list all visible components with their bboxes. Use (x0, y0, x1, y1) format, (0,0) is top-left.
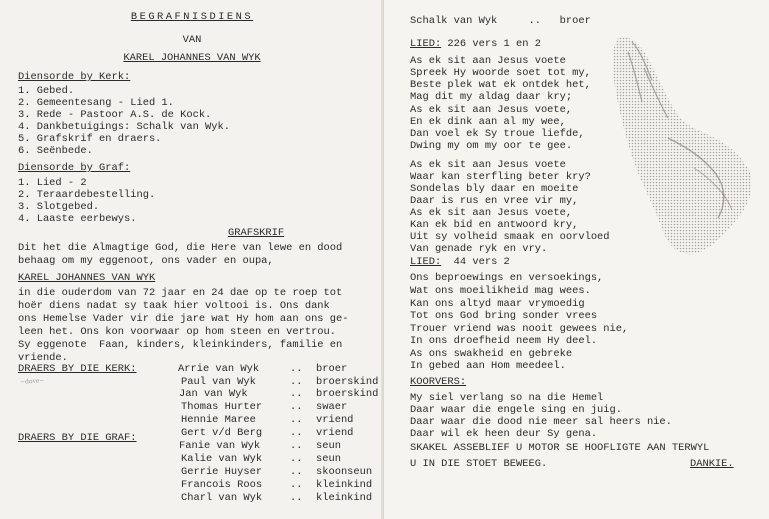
verse-line: As ek sit aan Jesus voete, (410, 207, 573, 219)
body-line: vriende. (18, 352, 68, 364)
church-item: 6. Seënbede. (18, 145, 93, 157)
bearer-dots: .. (290, 492, 303, 504)
verse-line: En ek dink aan al my wee, (410, 116, 566, 128)
verse-line: Tot ons God bring sonder vrees (410, 310, 598, 322)
grafskrif-line: behaag om my eggenoot, ons vader en oupa, (18, 255, 274, 267)
bearer-dots: .. (290, 453, 303, 465)
bearer-dots: .. (290, 466, 303, 478)
bearer-dots: .. (290, 440, 303, 452)
grave-bearers-heading: DRAERS BY DIE GRAF: (18, 432, 137, 444)
verse-line: As ek sit aan Jesus voete, (410, 104, 573, 116)
body-line: hoër diens nadat sy taak hier voltooi is. Ons dank (18, 300, 330, 312)
body-line: leen het. Ons kon voorwaar op hom steen en vertrou. (18, 326, 337, 338)
bearer-relation: broerskind (316, 388, 379, 400)
body-line: Sy eggenote Faan, kinders, kleinkinders, familie en (18, 339, 343, 351)
bearer-dots: .. (290, 376, 303, 388)
verse-line: Dan voel ek Sy troue liefde, (410, 128, 585, 140)
bearer-name: Kalie van Wyk (181, 453, 263, 465)
body-line: in die ouderdom van 72 jaar en 24 dae op te roep tot (18, 287, 343, 299)
bearer-name: Hennie Maree (181, 414, 256, 426)
verse-line: In ons droefheid neem Hy deel. (410, 335, 598, 347)
bearer-name: Gert v/d Berg (181, 427, 263, 439)
bearer-name: Gerrie Huyser (181, 466, 263, 478)
bearer-relation: vriend (316, 427, 354, 439)
van-label: VAN (182, 34, 202, 46)
speaker-line: Schalk van Wyk .. broer (410, 15, 591, 27)
praying-hands-icon (598, 28, 758, 256)
bearer-relation: skoonseun (316, 466, 373, 478)
verse-line: Daar is rus en vree vir my, (410, 195, 579, 207)
hymn1-ref: 226 vers 1 en 2 (441, 38, 541, 50)
church-item: 4. Dankbetuigings: Schalk van Wyk. (18, 121, 231, 133)
bearer-name: Francois Roos (181, 479, 263, 491)
chorus-line: My siel verlang so na die Hemel (410, 392, 604, 404)
headlights-notice-2: U IN DIE STOET BEWEEG. (410, 458, 548, 470)
verse-line: As ek sit aan Jesus voete (410, 55, 566, 67)
service-title: BEGRAFNISDIENS (130, 11, 254, 23)
grave-item: 3. Slotgebed. (18, 201, 100, 213)
bearer-relation: vriend (316, 414, 354, 426)
bearer-name: Arrie van Wyk (178, 363, 260, 375)
verse-line: Trouer vriend was nooit gewees nie, (410, 323, 629, 335)
grave-order-heading: Diensorde by Graf: (18, 162, 131, 174)
church-item: 2. Gemeentesang - Lied 1. (18, 97, 174, 109)
chorus-line: Daar wil ek heen deur Sy gena. (410, 428, 598, 440)
bearer-dots: .. (290, 401, 303, 413)
bearer-relation: seun (316, 453, 341, 465)
left-page (0, 0, 384, 519)
verse-line: Kan ons altyd maar vrymoedig (410, 298, 585, 310)
church-order-heading: Diensorde by Kerk: (18, 71, 131, 83)
bearer-relation: swaer (316, 401, 348, 413)
verse-line: Van genade ryk en vry. (410, 243, 548, 255)
hymn1-heading: LIED: (410, 38, 442, 50)
bearer-relation: broerskind (316, 376, 379, 388)
pencil-note: ~dove~ (19, 377, 45, 386)
bearer-relation: kleinkind (316, 479, 373, 491)
verse-line: Spreek Hy woorde soet tot my, (410, 67, 591, 79)
body-line: ons Hemelse Vader vir die jare wat Hy hom aan ons ge- (18, 313, 349, 325)
bearer-dots: .. (290, 363, 303, 375)
bearer-name: Fanie van Wyk (179, 440, 261, 452)
bearer-name: Charl van Wyk (181, 492, 263, 504)
headlights-notice: SKAKEL ASSEBLIEF U MOTOR SE HOOFLIGTE AAN TERWYL (410, 442, 710, 454)
chorus-line: Daar waar die dood nie meer sal heers nie. (410, 416, 672, 428)
verse-line: Beste plek wat ek ontdek het, (410, 79, 591, 91)
bearer-name: Jan van Wyk (179, 388, 248, 400)
hymn2-ref: 44 vers 2 (441, 256, 510, 268)
bearer-name: Thomas Hurter (181, 401, 263, 413)
verse-line: Waar kan sterfling beter kry? (410, 171, 591, 183)
bearer-dots: .. (290, 388, 303, 400)
church-bearers-heading: DRAERS BY DIE KERK: (18, 363, 137, 375)
verse-line: Mag dit my aldag daar kry; (410, 91, 573, 103)
verse-line: In gebed aan Hom meedeel. (410, 360, 566, 372)
bearer-relation: kleinkind (316, 492, 373, 504)
grafskrif-line: Dit het die Almagtige God, die Here van lewe en dood (18, 242, 343, 254)
verse-line: As ek sit aan Jesus voete (410, 159, 566, 171)
bearer-relation: seun (316, 440, 341, 452)
chorus-heading: KOORVERS: (410, 376, 467, 388)
grave-item: 4. Laaste eerbewys. (18, 213, 137, 225)
bearer-dots: .. (290, 414, 303, 426)
bearer-dots: .. (290, 427, 303, 439)
chorus-line: Daar waar die engele sing en juig. (410, 404, 623, 416)
church-item: 5. Grafskrif en draers. (18, 133, 162, 145)
grave-item: 2. Teraardebestelling. (18, 189, 156, 201)
bearer-relation: broer (316, 363, 348, 375)
verse-line: Wat ons moeilikheid mag wees. (410, 285, 591, 297)
church-item: 3. Rede - Pastoor A.S. de Kock. (18, 109, 212, 121)
verse-line: Uit sy volheid smaak en oorvloed (410, 231, 610, 243)
verse-line: As ons swakheid en gebreke (410, 348, 573, 360)
grafskrif-heading: GRAFSKRIF (228, 227, 285, 239)
church-item: 1. Gebed. (18, 85, 75, 97)
deceased-name-repeat: KAREL JOHANNES VAN WYK (18, 272, 156, 284)
verse-line: Dwing my om my oor te gee. (410, 140, 573, 152)
thanks-text: DANKIE. (690, 458, 734, 470)
verse-line: Sondelas bly daar en moeite (410, 183, 579, 195)
verse-line: Kan ek bid en antwoord kry, (410, 219, 579, 231)
hymn2-heading: LIED: (410, 256, 442, 268)
deceased-name: KAREL JOHANNES VAN WYK (123, 52, 261, 64)
grave-item: 1. Lied - 2 (18, 177, 87, 189)
bearer-dots: .. (290, 479, 303, 491)
bearer-name: Paul van Wyk (181, 376, 256, 388)
verse-line: Ons beproewings en versoekings, (410, 272, 604, 284)
